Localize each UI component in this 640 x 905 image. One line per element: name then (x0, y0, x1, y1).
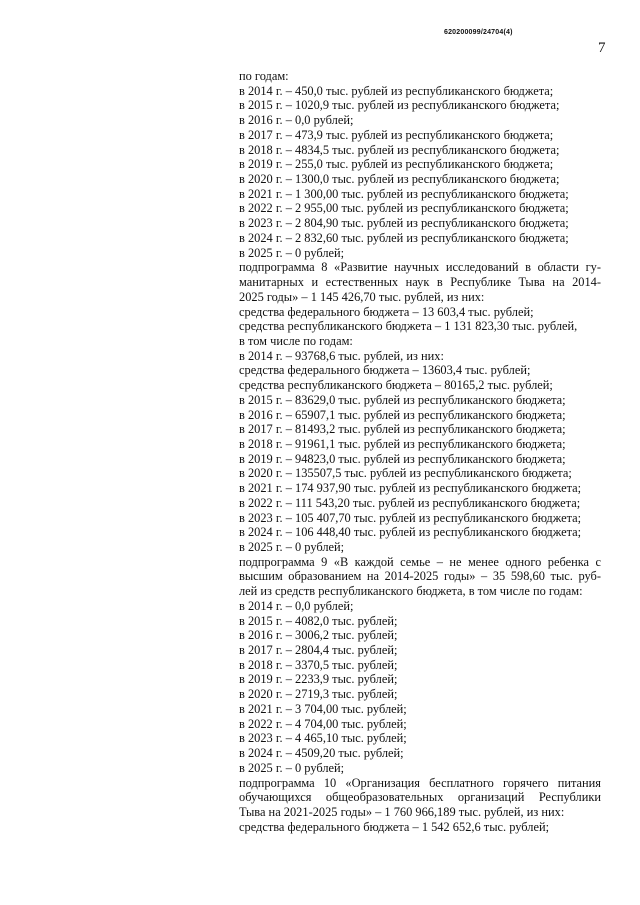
text-line: в 2019 г. – 255,0 тыс. рублей из республиканского бюджета; (239, 157, 554, 172)
text-line: в 2023 г. – 2 804,90 тыс. рублей из республиканского бюджета; (239, 216, 569, 231)
text-line: в 2021 г. – 3 704,00 тыс. рублей; (239, 701, 407, 716)
text-line: в 2017 г. – 2804,4 тыс. рублей; (239, 643, 398, 658)
page-number: 7 (598, 40, 606, 56)
text-line: Тыва на 2021-2025 годы» – 1 760 966,189 тыс. рублей, из них: (239, 804, 565, 819)
text-line: в 2014 г. – 450,0 тыс. рублей из республиканского бюджета; (239, 83, 554, 98)
text-line: в 2025 г. – 0 рублей; (239, 540, 345, 554)
text-line: в 2023 г. – 4 465,10 тыс. рублей; (239, 731, 407, 746)
text-line: обучающихся общеобразовательных организаций Республики (239, 790, 601, 805)
text-line: в 2024 г. – 106 448,40 тыс. рублей из республиканского бюджета; (239, 525, 582, 540)
text-line: в 2019 г. – 94823,0 тыс. рублей из республиканского бюджета; (239, 451, 566, 466)
text-line: в 2020 г. – 1300,0 тыс. рублей из республиканского бюджета; (239, 172, 560, 187)
text-line: в 2017 г. – 473,9 тыс. рублей из республиканского бюджета; (239, 127, 554, 142)
document-id: 620200099/24704(4) (444, 29, 513, 36)
text-line: подпрограмма 10 «Организация бесплатного горячего питания (239, 775, 601, 790)
text-line: в 2017 г. – 81493,2 тыс. рублей из республиканского бюджета; (239, 422, 566, 437)
text-line: подпрограмма 9 «В каждой семье – не менее одного ребенка с (239, 554, 601, 569)
text-line: в 2021 г. – 174 937,90 тыс. рублей из республиканского бюджета; (239, 481, 582, 496)
text-line: лей из средств республиканского бюджета, в том числе по годам: (239, 584, 583, 599)
text-line: средства федерального бюджета – 1 542 652,6 тыс. рублей; (239, 819, 550, 834)
document-text (239, 69, 601, 834)
text-line: средства республиканского бюджета – 1 131 823,30 тыс. рублей, (239, 319, 578, 334)
text-line: в 2019 г. – 2233,9 тыс. рублей; (239, 672, 398, 687)
text-line: в 2020 г. – 135507,5 тыс. рублей из республиканского бюджета; (239, 466, 572, 481)
text-line: в 2015 г. – 1020,9 тыс. рублей из республиканского бюджета; (239, 98, 560, 113)
text-line: подпрограмма 8 «Развитие научных исследований в области гу- (239, 260, 601, 275)
text-line: в 2018 г. – 91961,1 тыс. рублей из республиканского бюджета; (239, 436, 566, 451)
text-line: 2025 годы» – 1 145 426,70 тыс. рублей, из них: (239, 289, 485, 304)
text-line: в 2020 г. – 2719,3 тыс. рублей; (239, 687, 398, 702)
text-line: в 2022 г. – 4 704,00 тыс. рублей; (239, 716, 407, 731)
text-line: в 2022 г. – 2 955,00 тыс. рублей из республиканского бюджета; (239, 201, 569, 216)
text-line: средства федерального бюджета – 13603,4 тыс. рублей; (239, 363, 531, 378)
text-line: по годам: (239, 69, 289, 83)
text-line: в 2015 г. – 83629,0 тыс. рублей из республиканского бюджета; (239, 392, 566, 407)
text-line: манитарных и естественных наук в Республике Тыва на 2014- (239, 275, 601, 290)
text-line: средства федерального бюджета – 13 603,4 тыс. рублей; (239, 304, 534, 319)
text-line: в 2024 г. – 2 832,60 тыс. рублей из республиканского бюджета; (239, 230, 569, 245)
text-line: высшим образованием на 2014-2025 годы» – 35 598,60 тыс. руб- (239, 569, 601, 584)
text-line: в 2014 г. – 0,0 рублей; (239, 598, 354, 613)
text-line: в 2016 г. – 0,0 рублей; (239, 113, 354, 128)
text-line: в 2016 г. – 65907,1 тыс. рублей из республиканского бюджета; (239, 407, 566, 422)
text-line: в 2023 г. – 105 407,70 тыс. рублей из республиканского бюджета; (239, 510, 582, 525)
text-line: в 2021 г. – 1 300,00 тыс. рублей из республиканского бюджета; (239, 186, 569, 201)
text-line: в 2018 г. – 4834,5 тыс. рублей из республиканского бюджета; (239, 142, 560, 157)
text-line: в 2015 г. – 4082,0 тыс. рублей; (239, 613, 398, 628)
text-line: в 2014 г. – 93768,6 тыс. рублей, из них: (239, 348, 444, 363)
text-line: в 2022 г. – 111 543,20 тыс. рублей из республиканского бюджета; (239, 495, 581, 510)
text-line: в 2025 г. – 0 рублей; (239, 760, 345, 775)
text-line: в том числе по годам: (239, 333, 353, 348)
text-line: в 2016 г. – 3006,2 тыс. рублей; (239, 628, 398, 643)
text-line: в 2025 г. – 0 рублей; (239, 245, 345, 260)
text-line: в 2024 г. – 4509,20 тыс. рублей; (239, 746, 404, 761)
text-line: средства республиканского бюджета – 80165,2 тыс. рублей; (239, 378, 553, 393)
text-line: в 2018 г. – 3370,5 тыс. рублей; (239, 657, 398, 672)
